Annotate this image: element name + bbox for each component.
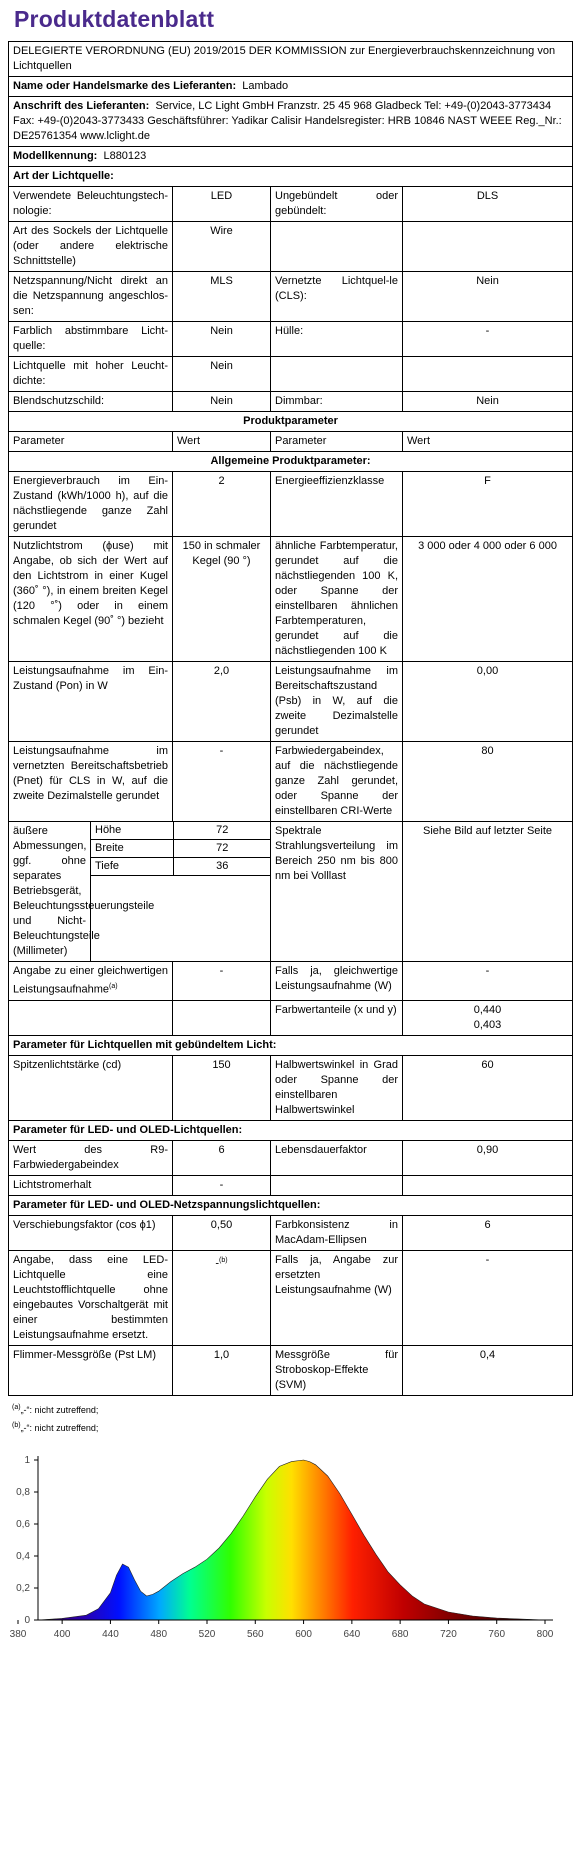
mls_rows-param-right: Farbkonsistenz in MacAdam-Ellipsen <box>271 1215 403 1250</box>
mls_rows-param-right: Messgröße für Stroboskop-Effekte (SVM) <box>271 1345 403 1395</box>
mls-row <box>9 1345 573 1395</box>
rows_general-param-left: Nutzlichtstrom (ϕuse) mit Angabe, ob sich der Wert auf den Lichtstrom in einer Kugel (360˚ °), in einem breiten Kegel (120 °˚) oder in einem schmalen Kegel (90˚ °) bezieht <box>9 537 173 662</box>
value: - <box>215 1257 220 1270</box>
rows_type-param-left: Netzspannung/Nicht direkt an die Netzspannung angeschlos-sen: <box>9 272 173 322</box>
rows_type-value-right <box>403 222 573 272</box>
equiv-label: Angabe zu einer gleichwertigen Leistungsaufnahme <box>13 965 168 996</box>
section-product-params: Produktparameter <box>9 412 573 432</box>
section-mls: Parameter für LED- und OLED-Netzspannungslichtquellen: <box>9 1195 573 1215</box>
general-row <box>9 662 573 742</box>
rows_type-value-left: Nein <box>173 392 271 412</box>
rows_general-param-left: Leistungsaufnahme im Ein-Zustand (Pon) in W <box>9 662 173 742</box>
rows_type-param-right: Ungebündelt oder gebündelt: <box>271 187 403 222</box>
model-value: L880123 <box>103 150 147 162</box>
rows_general-value-right: 0,00 <box>403 662 573 742</box>
footnote-mark: (b) <box>12 1421 21 1429</box>
rows_general-value-right: F <box>403 472 573 537</box>
rows_type-param-right <box>271 222 403 272</box>
general-row <box>9 472 573 537</box>
mls_rows-param-left: Flimmer-Messgröße (Pst LM) <box>9 1345 173 1395</box>
led_rows-value-left: 6 <box>173 1140 271 1175</box>
rows_type-param-right: Hülle: <box>271 322 403 357</box>
datasheet-table <box>8 41 573 1396</box>
x-tick-label: 440 <box>102 1629 119 1640</box>
mls_rows-param-left: Verschiebungsfaktor (cos ϕ1) <box>9 1215 173 1250</box>
empty-cell <box>9 1000 173 1035</box>
mls_rows-param-right: Falls ja, Angabe zur ersetzten Leistungsaufnahme (W) <box>271 1250 403 1345</box>
type-row <box>9 272 573 322</box>
spectrum-area <box>38 1460 545 1620</box>
equiv-row <box>9 962 573 1001</box>
y-tick-label: 0,2 <box>16 1583 30 1594</box>
rows_type-value-left: Nein <box>173 357 271 392</box>
y-tick-label: 0,4 <box>16 1551 30 1562</box>
y-tick-label: 0 <box>24 1615 30 1626</box>
rows_type-value-left: Nein <box>173 322 271 357</box>
mls_rows-value-right: - <box>403 1250 573 1345</box>
led_rows-param-left: Wert des R9-Farbwiedergabeindex <box>9 1140 173 1175</box>
col-header-value-2: Wert <box>403 432 573 452</box>
rows_general-value-right: 3 000 oder 4 000 oder 6 000 <box>403 537 573 662</box>
dimension-name: Tiefe <box>91 858 173 876</box>
chromaticity-x: 0,440 <box>473 1003 502 1016</box>
rows_general-param-right: ähnliche Farbtemperatur, gerundet auf die nächstliegenden 100 K, oder Spanne der einstellbaren ähnlichen Farbtemperaturen, gerundet auf die nächstliegenden 100 K <box>271 537 403 662</box>
mls-row <box>9 1250 573 1345</box>
rows_type-value-right: Nein <box>403 272 573 322</box>
led-row <box>9 1175 573 1195</box>
section-directional: Parameter für Lichtquellen mit gebündeltem Licht: <box>9 1035 573 1055</box>
mls_rows-value-left: 0,50 <box>173 1215 271 1250</box>
dimension-value: 72 <box>173 822 271 840</box>
chromaticity-row <box>9 1000 573 1035</box>
footnote-mark: (a) <box>12 1403 21 1411</box>
x-tick-label: 640 <box>343 1629 361 1640</box>
led_rows-param-right <box>271 1175 403 1195</box>
footnotes <box>12 1400 572 1436</box>
x-tick-label: 760 <box>488 1629 506 1640</box>
supplier-address-row <box>9 97 573 147</box>
dimension-value: 36 <box>173 858 271 876</box>
led_rows-param-left: Lichtstromerhalt <box>9 1175 173 1195</box>
chromaticity-param: Farbwertanteile (x und y) <box>271 1000 403 1035</box>
section-led: Parameter für LED- und OLED-Lichtquellen: <box>9 1120 573 1140</box>
mls_rows-value-left: 1,0 <box>173 1345 271 1395</box>
led_rows-value-left: - <box>173 1175 271 1195</box>
rows_type-value-right <box>403 357 573 392</box>
rows_type-param-left: Blendschutzschild: <box>9 392 173 412</box>
chromaticity-y: 0,403 <box>473 1018 502 1031</box>
rows_type-param-right: Vernetzte Lichtquel-le (CLS): <box>271 272 403 322</box>
mls-row <box>9 1215 573 1250</box>
rows_general-param-right: Leistungsaufnahme im Bereitschaftszustand (Psb) in W, auf die zweite Dezimalstelle gerundet <box>271 662 403 742</box>
rows_type-value-right: - <box>403 322 573 357</box>
led_rows-value-right: 0,90 <box>403 1140 573 1175</box>
footnote-text: „-“: nicht zutreffend; <box>20 1422 99 1433</box>
y-tick-label: 1 <box>24 1455 30 1466</box>
rows_type-param-right: Dimmbar: <box>271 392 403 412</box>
rows_type-param-left: Farblich abstimmbare Licht-quelle: <box>9 322 173 357</box>
regulation-intro: DELEGIERTE VERORDNUNG (EU) 2019/2015 DER KOMMISSION zur Energieverbrauchskennzeichnung von Lichtquellen <box>9 42 573 77</box>
model-row <box>9 147 573 167</box>
led_rows-value-right <box>403 1175 573 1195</box>
type-row <box>9 187 573 222</box>
supplier-address-value: Service, LC Light GmbH Franzstr. 25 45 968 Gladbeck Tel: +49-(0)2043-3773434 Fax: +49-(0)2043-3773433 Geschäftsführer: Yadikar Calisir Handelsregister: HRB 10846 NAST WEEE Reg._Nr.: DE25761354 www.lclight.de <box>13 100 562 142</box>
spectrum-chart <box>0 1442 580 1647</box>
directional-section-row <box>9 1035 573 1055</box>
directional-row <box>9 1055 573 1120</box>
supplier-address-label: Anschrift des Lieferanten: <box>13 100 150 112</box>
empty-cell <box>173 1000 271 1035</box>
rows_type-value-left: MLS <box>173 272 271 322</box>
type-row <box>9 322 573 357</box>
x-tick-label: 480 <box>150 1629 168 1640</box>
led-row <box>9 1140 573 1175</box>
rows_general-param-left: Leistungsaufnahme im vernetzten Bereitschaftsbetrieb (Pnet) für CLS in W, auf die zweite Dezimalstelle gerundet <box>9 742 173 822</box>
peak-intensity-param: Spitzenlichtstärke (cd) <box>9 1055 173 1120</box>
rows_type-value-right: DLS <box>403 187 573 222</box>
x-tick-label: 560 <box>246 1629 264 1640</box>
rows_general-value-left: 2 <box>173 472 271 537</box>
datasheet <box>8 0 572 1640</box>
x-tick-label: 600 <box>295 1629 312 1640</box>
col-header-param: Parameter <box>9 432 173 452</box>
section-general-params: Allgemeine Produktparameter: <box>9 452 573 472</box>
rows_general-value-right: 80 <box>403 742 573 822</box>
column-header-row <box>9 432 573 452</box>
rows_type-value-left: LED <box>173 187 271 222</box>
equiv-param-right: Falls ja, gleichwertige Leistungsaufnahme (W) <box>271 962 403 1001</box>
type-row <box>9 392 573 412</box>
beam-angle-param: Halbwertswinkel in Grad oder Spanne der einstellbaren Halbwertswinkel <box>271 1055 403 1120</box>
col-header-value: Wert <box>173 432 271 452</box>
rows_general-value-left: 2,0 <box>173 662 271 742</box>
section-type: Art der Lichtquelle: <box>9 167 573 187</box>
y-tick-label: 0,6 <box>16 1519 30 1530</box>
rows_type-param-left: Art des Sockels der Lichtquelle (oder andere elektrische Schnittstelle) <box>9 222 173 272</box>
dimensions-values <box>91 822 271 962</box>
led_rows-param-right: Lebensdauerfaktor <box>271 1140 403 1175</box>
col-header-param-2: Parameter <box>271 432 403 452</box>
rows_type-param-right <box>271 357 403 392</box>
rows_general-param-right: Energieeffizienzklasse <box>271 472 403 537</box>
equiv-param <box>9 962 173 1001</box>
x-tick-label: 720 <box>440 1629 457 1640</box>
peak-intensity-value: 150 <box>173 1055 271 1120</box>
spectrum-value: Siehe Bild auf letzter Seite <box>403 822 573 962</box>
rows_general-value-left: - <box>173 742 271 822</box>
x-tick-label: 800 <box>536 1629 554 1640</box>
x-tick-label: 380 <box>9 1629 27 1640</box>
x-tick-label: 520 <box>198 1629 216 1640</box>
dimensions-row <box>9 822 573 962</box>
footnote <box>12 1418 572 1436</box>
rows_type-value-left: Wire <box>173 222 271 272</box>
footnote-mark-a: (a) <box>109 983 118 990</box>
rows_general-value-left: 150 in schmaler Kegel (90 °) <box>173 537 271 662</box>
page-title: Produktdatenblatt <box>14 6 215 32</box>
supplier-name-value: Lambado <box>242 80 289 92</box>
spectrum-param: Spektrale Strahlungsverteilung im Bereich 250 nm bis 800 nm bei Volllast <box>271 822 403 962</box>
chromaticity-value <box>403 1000 573 1035</box>
dimensions-label: äußere Abmessungen, ggf. ohne separates Betriebsgerät, Beleuchtungssteuerungsteile und Nicht-Beleuchtungsteile (Millimeter) <box>9 822 91 962</box>
rows_general-param-left: Energieverbrauch im Ein-Zustand (kWh/1000 h), auf die nächstliegende ganze Zahl gerundet <box>9 472 173 537</box>
rows_type-param-left: Verwendete Beleuchtungstech-nologie: <box>9 187 173 222</box>
mls_rows-param-left: Angabe, dass eine LED-Lichtquelle eine Leuchtstofflichtquelle ohne eingebautes Vorschaltgerät mit einer bestimmten Leistungsaufnahme ersetzt. <box>9 1250 173 1345</box>
equiv-value-right: - <box>403 962 573 1001</box>
equiv-value: - <box>173 962 271 1001</box>
product-params-row <box>9 412 573 432</box>
mls_rows-value-left <box>173 1250 271 1345</box>
dimension-value: 72 <box>173 840 271 858</box>
rows_type-param-left: Lichtquelle mit hoher Leucht-dichte: <box>9 357 173 392</box>
mls_rows-value-right: 6 <box>403 1215 573 1250</box>
mls_rows-value-right: 0,4 <box>403 1345 573 1395</box>
rows_general-param-right: Farbwiedergabeindex, auf die nächstliegende ganze Zahl gerundet, oder Spanne der einstellbaren CRI-Werte <box>271 742 403 822</box>
x-tick-label: 680 <box>391 1629 409 1640</box>
mls-section-row <box>9 1195 573 1215</box>
footnote <box>12 1400 572 1418</box>
type-row <box>9 357 573 392</box>
dimension-name: Höhe <box>91 822 173 840</box>
supplier-name-row <box>9 77 573 97</box>
general-row <box>9 537 573 662</box>
supplier-name-label: Name oder Handelsmarke des Lieferanten: <box>13 80 237 92</box>
footnote-text: „-“: nicht zutreffend; <box>20 1404 99 1415</box>
beam-angle-value: 60 <box>403 1055 573 1120</box>
y-tick-label: 0,8 <box>16 1487 30 1498</box>
footnote-mark-b: (b) <box>219 1256 228 1264</box>
dimension-name: Breite <box>91 840 173 858</box>
general-params-row <box>9 452 573 472</box>
general-row <box>9 742 573 822</box>
x-tick-label: 400 <box>53 1629 71 1640</box>
led-section-row <box>9 1120 573 1140</box>
type-row <box>9 222 573 272</box>
model-label: Modellkennung: <box>13 150 98 162</box>
rows_type-value-right: Nein <box>403 392 573 412</box>
